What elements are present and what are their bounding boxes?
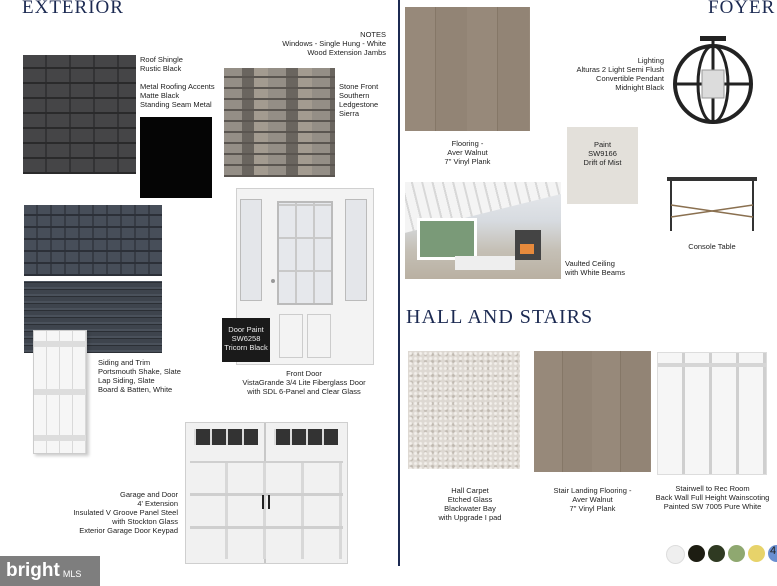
palette-swatch-sage: [728, 545, 745, 562]
stone-caption: Stone Front Southern Ledgestone Sierra: [339, 82, 379, 118]
garage-door-image: [185, 422, 348, 564]
palette-swatch-darkgreen: [708, 545, 725, 562]
siding-caption: Siding and Trim Portsmouth Shake, Slate Lap Siding, Slate Board & Batten, White: [98, 358, 181, 394]
roof-caption: Roof Shingle Rustic Black: [140, 55, 183, 73]
pendant-light-image: [670, 36, 756, 128]
console-caption: Console Table: [688, 242, 736, 251]
watermark-brand: bright: [6, 560, 60, 581]
wainscoting-image: [657, 352, 767, 475]
roof-shingle-image: [23, 55, 136, 174]
hall-carpet-caption: Hall Carpet Etched Glass Blackwater Bay with Upgrade I pad: [438, 486, 502, 522]
center-divider: [398, 0, 400, 566]
notes-caption: NOTES Windows - Single Hung - White Wood Extension Jambs: [282, 30, 386, 57]
bright-mls-watermark: [0, 556, 100, 586]
door-paint-swatch: Door Paint SW6258 Tricorn Black: [222, 318, 270, 362]
metal-roof-swatch: [140, 117, 212, 198]
shake-siding-image: [24, 205, 162, 276]
vaulted-ceiling-image: [405, 182, 561, 279]
foyer-flooring-caption: Flooring - Aver Walnut 7" Vinyl Plank: [444, 139, 491, 166]
palette-swatch-light: [666, 545, 685, 564]
metal-roof-caption: Metal Roofing Accents Matte Black Standing Seam Metal: [140, 82, 215, 109]
stair-landing-caption: Stair Landing Flooring - Aver Walnut 7" Vinyl Plank: [553, 486, 632, 513]
hall-carpet-image: [408, 351, 520, 469]
stone-front-image: [224, 68, 335, 177]
foyer-flooring-image: [405, 7, 530, 131]
exterior-heading: EXTERIOR: [22, 0, 124, 18]
board-batten-shutter: [33, 330, 87, 454]
foyer-heading: FOYER: [708, 0, 776, 18]
vaulted-ceiling-caption: Vaulted Ceiling with White Beams: [565, 259, 626, 277]
console-table-image: [665, 175, 759, 235]
paint-swatch: Paint SW9166 Drift of Mist: [567, 127, 638, 204]
color-palette: [666, 545, 777, 564]
watermark-suffix: MLS: [62, 569, 82, 579]
stair-landing-image: [534, 351, 651, 472]
garage-caption: Garage and Door 4' Extension Insulated V Groove Panel Steel with Stockton Glass Exterior Garage Door Keypad: [73, 490, 178, 535]
hall-heading: HALL AND STAIRS: [406, 306, 594, 328]
stairwell-caption: Stairwell to Rec Room Back Wall Full Height Wainscoting Painted SW 7005 Pure White: [655, 484, 770, 511]
palette-swatch-black: [688, 545, 705, 562]
palette-swatch-yellow: [748, 545, 765, 562]
page-number: 4: [770, 545, 777, 557]
front-door-caption: Front Door VistaGrande 3/4 Lite Fiberglass Door with SDL 6-Panel and Clear Glass: [242, 369, 366, 396]
lighting-caption: Lighting Alturas 2 Light Semi Flush Convertible Pendant Midnight Black: [576, 56, 664, 92]
